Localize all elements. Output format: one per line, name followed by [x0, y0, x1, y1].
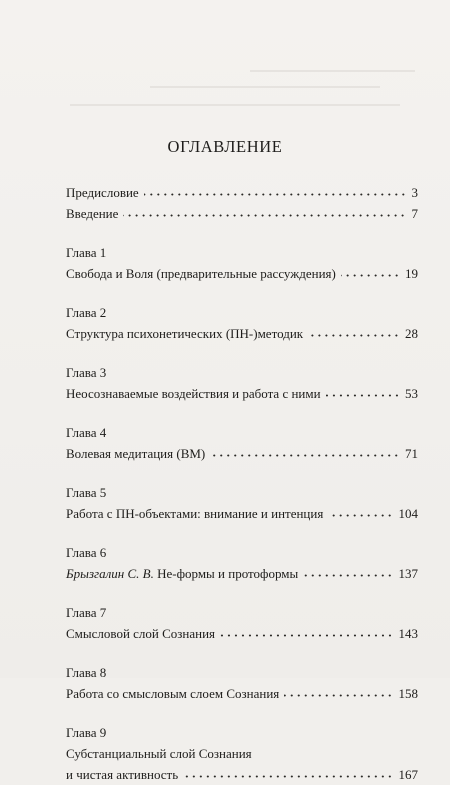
chapter-label: Глава 9	[66, 725, 107, 740]
bleed-through-line	[70, 104, 400, 106]
table-of-contents	[66, 182, 418, 785]
toc-entry-chapter-8[interactable]	[66, 662, 418, 704]
toc-page-number: 28	[405, 326, 418, 341]
toc-page-number: 104	[398, 506, 418, 521]
chapter-label: Глава 8	[66, 665, 107, 680]
toc-entry-chapter-6[interactable]	[66, 542, 418, 584]
chapter-label: Глава 2	[66, 305, 107, 320]
toc-entry-text: Неосознаваемые воздействия и работа с ними	[66, 386, 321, 401]
dot-leader	[341, 274, 400, 277]
dot-leader	[210, 454, 400, 457]
bleed-through-line	[150, 86, 380, 88]
toc-entry-text: Введение	[66, 206, 119, 221]
chapter-label: Глава 1	[66, 245, 107, 260]
toc-entry-chapter-3[interactable]	[66, 362, 418, 404]
toc-entry-text: и чистая активность	[66, 767, 179, 782]
chapter-title: Не-формы и протоформы	[157, 566, 299, 581]
toc-entry-chapter-2[interactable]	[66, 302, 418, 344]
toc-entry-text-line-1: Субстанциальный слой Сознания	[66, 746, 252, 761]
bleed-through-line	[250, 70, 415, 72]
toc-entry-chapter-9[interactable]	[66, 722, 418, 785]
dot-leader	[326, 394, 400, 397]
toc-page-number: 143	[398, 626, 418, 641]
dot-leader	[183, 775, 393, 778]
toc-entry-chapter-4[interactable]	[66, 422, 418, 464]
chapter-label: Глава 3	[66, 365, 107, 380]
dot-leader	[284, 694, 393, 697]
toc-page-number: 71	[405, 446, 418, 461]
dot-leader	[303, 574, 393, 577]
chapter-label: Глава 5	[66, 485, 107, 500]
toc-entry-text: Структура психонетических (ПН-)методик	[66, 326, 304, 341]
toc-page-number: 7	[411, 206, 418, 221]
toc-page-number: 3	[411, 185, 418, 200]
toc-page-number: 137	[398, 566, 418, 581]
toc-entry-text: Смысловой слой Сознания	[66, 626, 216, 641]
toc-entry-text	[66, 563, 298, 584]
toc-entry-text: Работа с ПН-объектами: внимание и интенция	[66, 506, 324, 521]
toc-entry-text: Предисловие	[66, 185, 139, 200]
chapter-label: Глава 7	[66, 605, 107, 620]
toc-title: ОГЛАВЛЕНИЕ	[167, 137, 283, 156]
toc-entry-text: Работа со смысловым слоем Сознания	[66, 686, 280, 701]
toc-page-number: 53	[405, 386, 418, 401]
chapter-author: Брызгалин С. В.	[66, 566, 154, 581]
dot-leader	[328, 514, 393, 517]
dot-leader	[308, 334, 400, 337]
toc-entry-introduction[interactable]	[66, 203, 418, 224]
chapter-label: Глава 6	[66, 545, 107, 560]
dot-leader	[144, 193, 407, 196]
toc-page-number: 167	[398, 767, 418, 782]
toc-entry-text: Свобода и Воля (предварительные рассуждения)	[66, 266, 336, 281]
toc-page-number: 19	[405, 266, 418, 281]
toc-entry-text: Волевая медитация (ВМ)	[66, 446, 206, 461]
toc-entry-chapter-1[interactable]	[66, 242, 418, 284]
chapter-label: Глава 4	[66, 425, 107, 440]
toc-entry-preface[interactable]	[66, 182, 418, 203]
toc-page-number: 158	[398, 686, 418, 701]
toc-entry-chapter-5[interactable]	[66, 482, 418, 524]
dot-leader	[220, 634, 393, 637]
dot-leader	[123, 214, 406, 217]
toc-entry-chapter-7[interactable]	[66, 602, 418, 644]
